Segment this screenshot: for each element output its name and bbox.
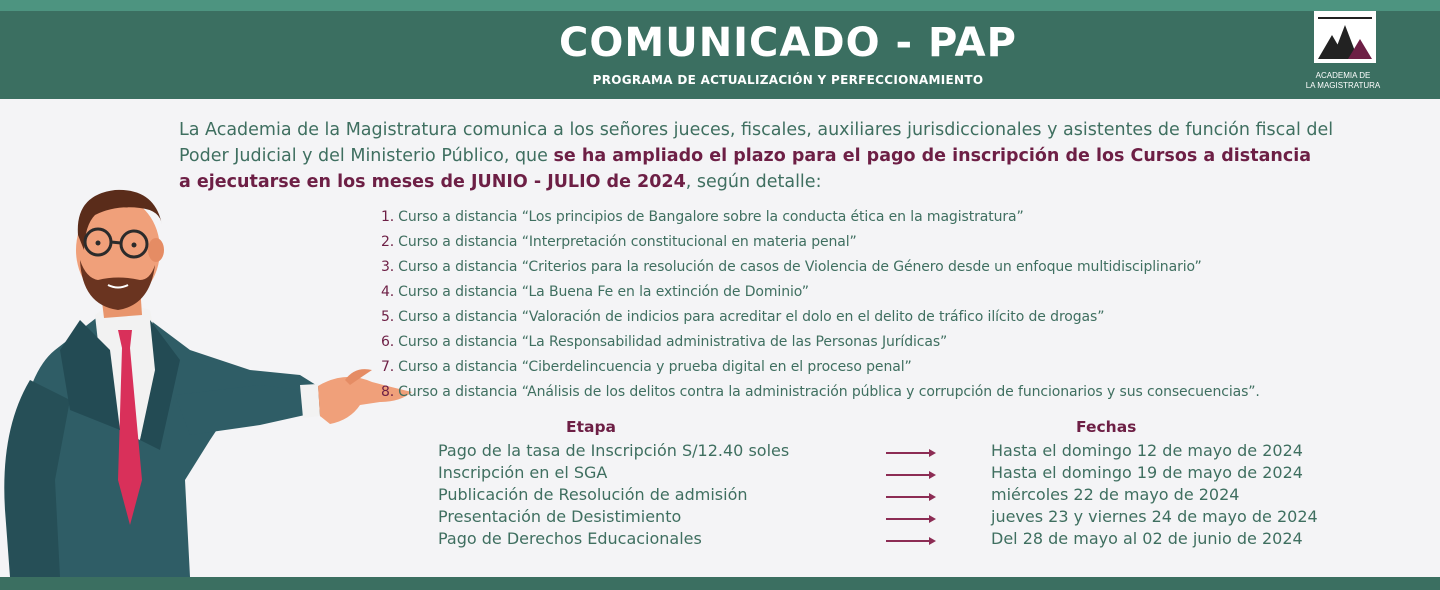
list-item — [381, 305, 1440, 330]
list-item — [381, 355, 1440, 380]
course-title: Curso a distancia “La Responsabilidad administrativa de las Personas Jurídicas” — [398, 334, 948, 350]
date-column-header: Fechas — [1076, 418, 1137, 436]
date-cell: Hasta el domingo 12 de mayo de 2024 — [991, 441, 1303, 460]
stage-cell: Publicación de Resolución de admisión — [438, 485, 748, 504]
intro-line-3-plain: , según detalle: — [685, 172, 822, 192]
course-list — [381, 205, 1440, 405]
list-item — [381, 380, 1440, 405]
stage-column-header: Etapa — [566, 418, 617, 436]
stage-cell: Inscripción en el SGA — [438, 463, 608, 482]
course-title: Curso a distancia “Análisis de los delitos contra la administración pública y corrupción de funcionarios y sus consecuencias”. — [398, 384, 1260, 400]
list-item — [381, 230, 1440, 255]
course-number: 4. — [381, 284, 395, 300]
list-item — [381, 280, 1440, 305]
stage-column — [438, 440, 868, 550]
intro-line-2 — [179, 143, 1429, 169]
logo-text-line1: ACADEMIA DE — [1315, 71, 1371, 80]
intro-highlight-1: se ha ampliado el plazo para el pago de inscripción de los Cursos a distancia — [553, 146, 1312, 166]
logo-text-line2: LA MAGISTRATURA — [1305, 81, 1381, 90]
list-item — [381, 205, 1440, 230]
course-title: Curso a distancia “Criterios para la resolución de casos de Violencia de Género desde un enfoque multidisciplinario” — [398, 259, 1202, 275]
arrow-right-icon — [886, 506, 938, 528]
course-number: 3. — [381, 259, 395, 275]
logo-text — [1300, 71, 1386, 91]
intro-line-3 — [179, 169, 1429, 195]
arrow-right-icon — [886, 440, 938, 462]
list-item — [381, 330, 1440, 355]
arrow-right-icon — [886, 484, 938, 506]
course-number: 8. — [381, 384, 395, 400]
course-number: 2. — [381, 234, 395, 250]
course-title: Curso a distancia “La Buena Fe en la extinción de Dominio” — [398, 284, 809, 300]
date-cell: Del 28 de mayo al 02 de junio de 2024 — [991, 529, 1303, 548]
intro-highlight-2: a ejecutarse en los meses de JUNIO - JULIO de 2024 — [179, 172, 686, 192]
bottom-stripe — [0, 577, 1440, 590]
stage-cell: Presentación de Desistimiento — [438, 507, 682, 526]
date-cell: jueves 23 y viernes 24 de mayo de 2024 — [991, 507, 1318, 526]
date-cell: miércoles 22 de mayo de 2024 — [991, 485, 1240, 504]
top-stripe — [0, 0, 1440, 11]
course-title: Curso a distancia “Ciberdelincuencia y prueba digital en el proceso penal” — [398, 359, 912, 375]
course-number: 5. — [381, 309, 395, 325]
stage-cell: Pago de la tasa de Inscripción S/12.40 soles — [438, 441, 790, 460]
date-column — [991, 440, 1431, 550]
course-number: 7. — [381, 359, 395, 375]
date-cell: Hasta el domingo 19 de mayo de 2024 — [991, 463, 1303, 482]
course-title: Curso a distancia “Interpretación constitucional en materia penal” — [398, 234, 857, 250]
academia-logo — [1300, 11, 1386, 99]
page-title: COMUNICADO - PAP — [559, 20, 1017, 66]
arrow-right-icon — [886, 528, 938, 550]
presenter-illustration — [0, 180, 430, 577]
page-subtitle: PROGRAMA DE ACTUALIZACIÓN Y PERFECCIONAMIENTO — [592, 73, 984, 87]
course-title: Curso a distancia “Valoración de indicios para acreditar el dolo en el delito de tráfico ilícito de drogas” — [398, 309, 1105, 325]
course-title: Curso a distancia “Los principios de Bangalore sobre la conducta ética en la magistratura” — [398, 209, 1024, 225]
intro-line-2-plain: Poder Judicial y del Ministerio Público, que — [179, 146, 554, 166]
arrow-column — [886, 440, 938, 550]
intro-paragraph — [179, 117, 1429, 195]
header-banner — [0, 11, 1440, 99]
list-item — [381, 255, 1440, 280]
arrow-right-icon — [886, 462, 938, 484]
course-number: 6. — [381, 334, 395, 350]
stage-cell: Pago de Derechos Educacionales — [438, 529, 702, 548]
logo-mark-icon — [1314, 11, 1376, 63]
intro-line-1: La Academia de la Magistratura comunica a los señores jueces, fiscales, auxiliares jurisdiccionales y asistentes de función fiscal del — [179, 120, 1334, 140]
course-number: 1. — [381, 209, 395, 225]
